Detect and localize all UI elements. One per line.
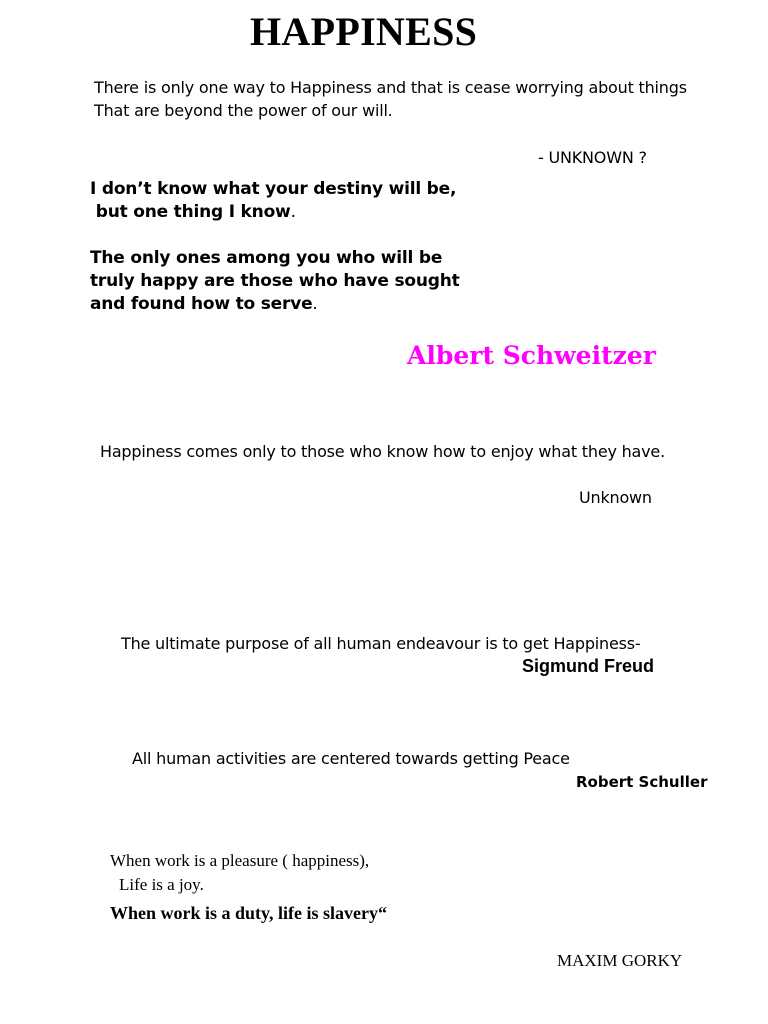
quote-6-author: MAXIM GORKY xyxy=(557,951,683,970)
quote-5-author: Robert Schuller xyxy=(576,773,708,791)
quote-3-author: Unknown xyxy=(579,488,652,507)
quote-1-line-2: That are beyond the power of our will. xyxy=(94,101,393,120)
quote-2-line-5-period: . xyxy=(312,294,318,314)
quote-2-line-5-text: and found how to serve xyxy=(90,294,313,314)
quote-2-part-2 xyxy=(90,247,460,316)
quote-2-line-5 xyxy=(90,293,460,316)
quote-2-part-1 xyxy=(90,178,456,224)
quote-1-author: - UNKNOWN ? xyxy=(538,148,647,167)
quote-3: Happiness comes only to those who know how to enjoy what they have. xyxy=(100,442,665,461)
quote-6-line-3: When work is a duty, life is slavery“ xyxy=(110,903,388,923)
quote-2-line-3: The only ones among you who will be xyxy=(90,248,443,268)
quote-2-line-4: truly happy are those who have sought xyxy=(90,271,460,291)
quote-1-line-1: There is only one way to Happiness and that is cease worrying about things xyxy=(94,78,687,97)
quote-2-line-2-period: . xyxy=(290,202,296,222)
quote-2-author: Albert Schweitzer xyxy=(407,341,656,370)
quote-2-line-1: I don’t know what your destiny will be, xyxy=(90,179,457,199)
quote-6-line-1: When work is a pleasure ( happiness), xyxy=(110,851,370,870)
quote-5: All human activities are centered towards getting Peace xyxy=(132,749,570,768)
quote-2-line-2-text: but one thing I know xyxy=(95,202,291,222)
quote-6-line-2: Life is a joy. xyxy=(119,875,204,894)
quote-4: The ultimate purpose of all human endeavour is to get Happiness- xyxy=(121,634,641,653)
quote-1 xyxy=(94,76,687,122)
quote-4-author: Sigmund Freud xyxy=(522,656,654,676)
quote-2-line-2 xyxy=(90,201,456,224)
page-title: HAPPINESS xyxy=(250,9,478,54)
